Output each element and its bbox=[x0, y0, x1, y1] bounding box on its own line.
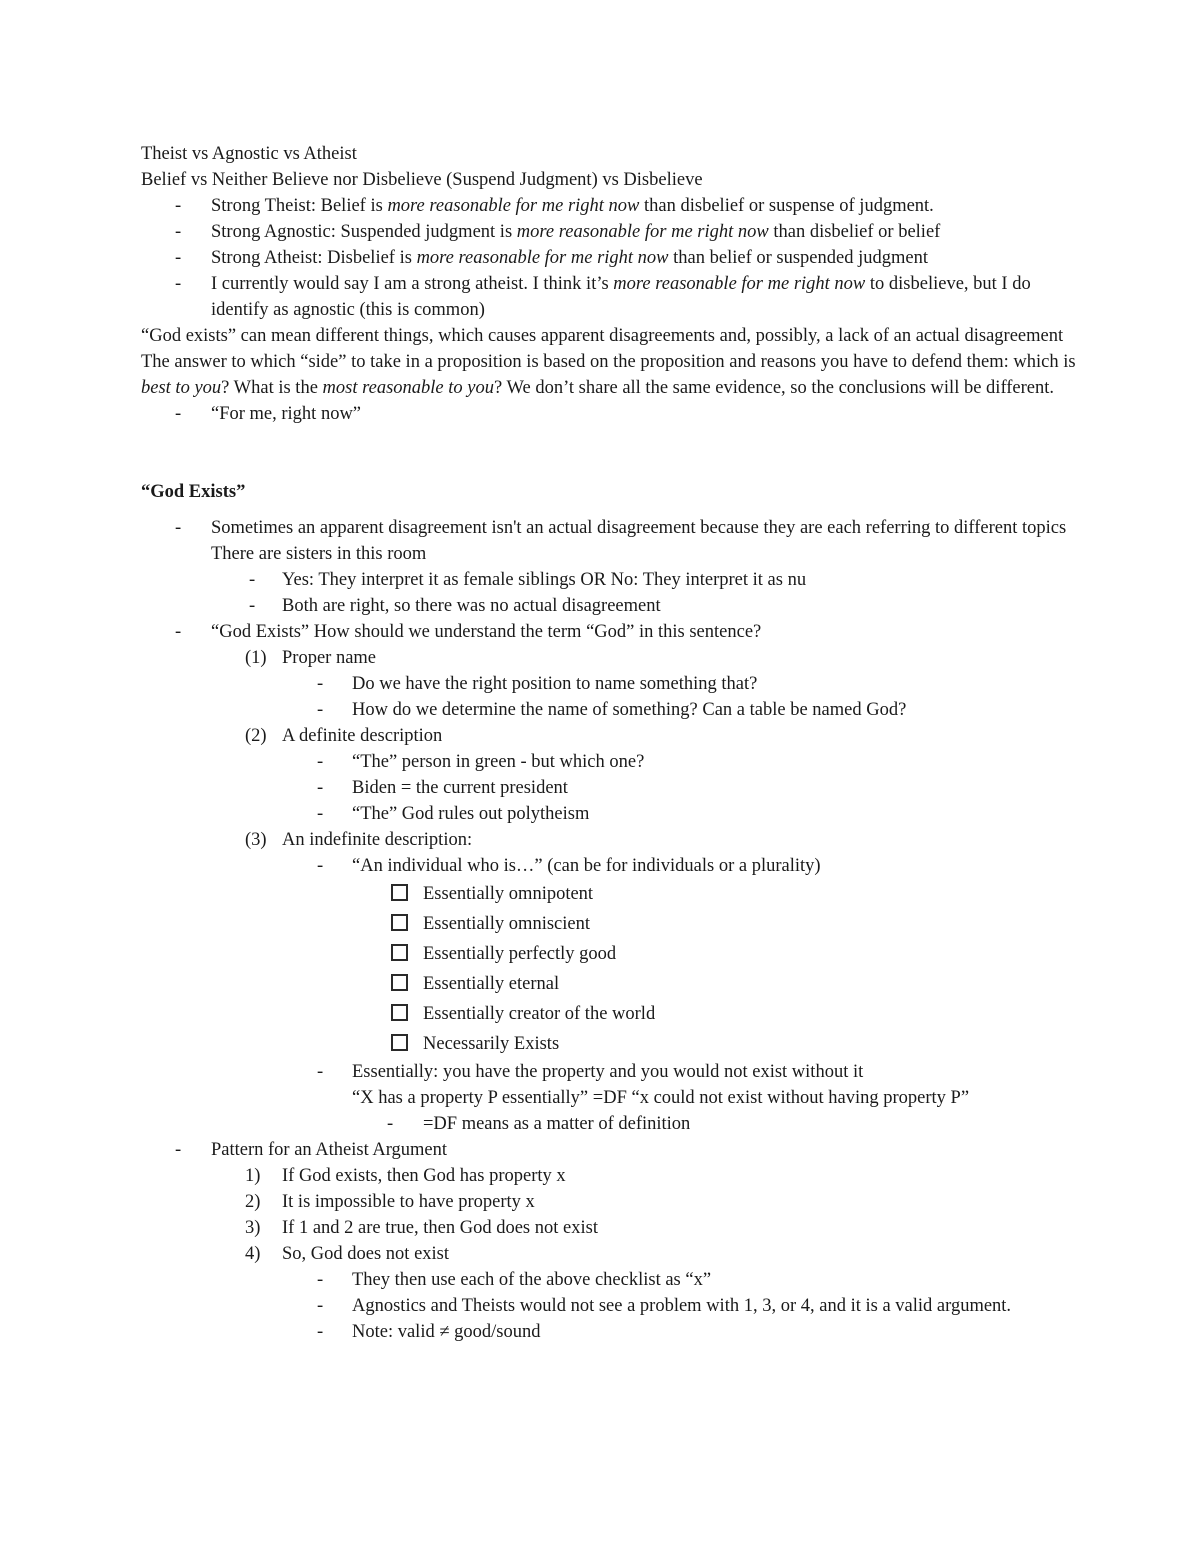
bullet-strong-atheist bbox=[141, 245, 1080, 271]
bullet-dash: - bbox=[175, 404, 182, 424]
checklist-label: Necessarily Exists bbox=[423, 1034, 560, 1054]
bullet-text: =DF means as a matter of definition bbox=[423, 1114, 691, 1134]
bullet-dash: - bbox=[317, 1270, 324, 1290]
sub-bullet bbox=[141, 749, 1080, 775]
bullet-text: They then use each of the above checklist as “x” bbox=[352, 1270, 712, 1290]
bullet-strong-theist bbox=[141, 193, 1080, 219]
bullet-dash: - bbox=[249, 596, 256, 616]
checkbox-icon[interactable] bbox=[391, 974, 408, 991]
sub-bullet bbox=[141, 697, 1080, 723]
bullet-text: Note: valid ≠ good/sound bbox=[352, 1322, 541, 1342]
checklist-item bbox=[141, 969, 1080, 999]
bullet-dash: - bbox=[317, 752, 324, 772]
bullet-text: How do we determine the name of something? Can a table be named God? bbox=[352, 700, 907, 720]
argument-step bbox=[141, 1241, 1080, 1267]
bullet-emphasis: more reasonable for me right now bbox=[387, 196, 640, 216]
bullet-text: Agnostics and Theists would not see a problem with 1, 3, or 4, and it is a valid argument. bbox=[352, 1296, 1012, 1316]
section-heading: “God Exists” bbox=[141, 482, 246, 502]
bullet-emphasis: more reasonable for me right now bbox=[613, 274, 866, 294]
sub-bullet-df bbox=[141, 1111, 1080, 1137]
paragraph-text: ? What is the bbox=[221, 378, 323, 398]
bullet-dash: - bbox=[175, 274, 182, 294]
bullet-dash: - bbox=[175, 196, 182, 216]
bullet-emphasis: more reasonable for me right now bbox=[416, 248, 669, 268]
option-number: (3) bbox=[245, 830, 267, 850]
checklist-item bbox=[141, 939, 1080, 969]
spacer bbox=[141, 427, 1080, 453]
sub-bullet bbox=[141, 1267, 1080, 1293]
sub-bullet bbox=[141, 775, 1080, 801]
bullet-text: Strong Theist: Belief is bbox=[211, 196, 388, 216]
bullet-text: I currently would say I am a strong atheist. I think it’s bbox=[211, 274, 614, 294]
bullet-dash: - bbox=[317, 778, 324, 798]
sub-bullet bbox=[141, 853, 1080, 879]
bullet-text: Yes: They interpret it as female siblings OR No: They interpret it as nu bbox=[282, 570, 807, 590]
bullet-dash: - bbox=[317, 1062, 324, 1082]
step-text: If 1 and 2 are true, then God does not exist bbox=[282, 1218, 598, 1238]
bullet-dash: - bbox=[387, 1114, 394, 1134]
sub-bullet bbox=[141, 1319, 1080, 1345]
argument-step bbox=[141, 1189, 1080, 1215]
bullet-text: “The” God rules out polytheism bbox=[352, 804, 590, 824]
paragraph-god-exists: “God exists” can mean different things, which causes apparent disagreements and, possibly, a lack of an actual disagreement bbox=[141, 326, 1064, 346]
checkbox-icon[interactable] bbox=[391, 1034, 408, 1051]
step-text: So, God does not exist bbox=[282, 1244, 450, 1264]
bullet-dash: - bbox=[317, 856, 324, 876]
bullet-text: than disbelief or belief bbox=[768, 222, 941, 242]
bullet-dash: - bbox=[175, 222, 182, 242]
option-indefinite-description bbox=[141, 827, 1080, 853]
doc-title: Theist vs Agnostic vs Atheist bbox=[141, 144, 357, 164]
bullet-dash: - bbox=[317, 700, 324, 720]
sub-bullet-essentially bbox=[141, 1059, 1080, 1085]
checklist-label: Essentially omnipotent bbox=[423, 884, 594, 904]
bullet-text: “God Exists” How should we understand the term “God” in this sentence? bbox=[211, 622, 762, 642]
checkbox-icon[interactable] bbox=[391, 884, 408, 901]
option-definite-description bbox=[141, 723, 1080, 749]
bullet-understand bbox=[141, 619, 1080, 645]
bullet-text: Biden = the current president bbox=[352, 778, 568, 798]
bullet-text: than belief or suspended judgment bbox=[668, 248, 928, 268]
checklist-label: Essentially creator of the world bbox=[423, 1004, 656, 1024]
step-text: If God exists, then God has property x bbox=[282, 1166, 566, 1186]
bullet-dash: - bbox=[249, 570, 256, 590]
paragraph-text: The answer to which “side” to take in a proposition is based on the proposition and reasons you have to defend them: which is bbox=[141, 352, 1076, 372]
bullet-text: Pattern for an Atheist Argument bbox=[211, 1140, 448, 1160]
option-number: (2) bbox=[245, 726, 267, 746]
paragraph-answer bbox=[141, 349, 1080, 401]
bullet-text: “For me, right now” bbox=[211, 404, 362, 424]
bullet-text: “The” person in green - but which one? bbox=[352, 752, 645, 772]
step-number: 2) bbox=[245, 1192, 261, 1212]
doc-subtitle: Belief vs Neither Believe nor Disbelieve (Suspend Judgment) vs Disbelieve bbox=[141, 170, 703, 190]
bullet-dash: - bbox=[317, 1296, 324, 1316]
step-number: 3) bbox=[245, 1218, 261, 1238]
argument-step bbox=[141, 1215, 1080, 1241]
bullet-text: Both are right, so there was no actual disagreement bbox=[282, 596, 661, 616]
option-label: A definite description bbox=[282, 726, 443, 746]
checklist-item bbox=[141, 1029, 1080, 1059]
bullet-text: to disbelieve, but I do identify as agnostic (this is common) bbox=[211, 274, 1031, 320]
bullet-dash: - bbox=[175, 622, 182, 642]
bullet-strong-agnostic bbox=[141, 219, 1080, 245]
checkbox-icon[interactable] bbox=[391, 944, 408, 961]
sisters-example: There are sisters in this room bbox=[211, 544, 427, 564]
paragraph-emphasis: best to you bbox=[141, 378, 222, 398]
sub-bullet bbox=[141, 671, 1080, 697]
checkbox-icon[interactable] bbox=[391, 1004, 408, 1021]
bullet-text: Strong Agnostic: Suspended judgment is bbox=[211, 222, 517, 242]
bullet-text: Strong Atheist: Disbelief is bbox=[211, 248, 417, 268]
bullet-dash: - bbox=[175, 518, 182, 538]
step-text: It is impossible to have property x bbox=[282, 1192, 535, 1212]
checklist-item bbox=[141, 909, 1080, 939]
bullet-text: than disbelief or suspense of judgment. bbox=[639, 196, 934, 216]
checklist-label: Essentially eternal bbox=[423, 974, 560, 994]
paragraph-emphasis: most reasonable to you bbox=[322, 378, 494, 398]
bullet-emphasis: more reasonable for me right now bbox=[516, 222, 769, 242]
checklist-item bbox=[141, 879, 1080, 909]
bullet-dash: - bbox=[175, 248, 182, 268]
option-label: Proper name bbox=[282, 648, 377, 668]
step-number: 4) bbox=[245, 1244, 261, 1264]
bullet-dash: - bbox=[175, 1140, 182, 1160]
paragraph-text: ? We don’t share all the same evidence, so the conclusions will be different. bbox=[494, 378, 1055, 398]
bullet-currently bbox=[141, 271, 1080, 323]
option-label: An indefinite description: bbox=[282, 830, 473, 850]
bullet-pattern bbox=[141, 1137, 1080, 1163]
sub-bullet bbox=[141, 593, 1080, 619]
bullet-text: “An individual who is…” (can be for individuals or a plurality) bbox=[352, 856, 821, 876]
sub-bullet bbox=[141, 567, 1080, 593]
bullet-apparent bbox=[141, 515, 1080, 541]
sub-bullet bbox=[141, 801, 1080, 827]
definition-line: “X has a property P essentially” =DF “x could not exist without having property P” bbox=[352, 1088, 970, 1108]
bullet-text: Essentially: you have the property and you would not exist without it bbox=[352, 1062, 864, 1082]
sub-bullet bbox=[141, 1293, 1080, 1319]
bullet-dash: - bbox=[317, 1322, 324, 1342]
bullet-text: Do we have the right position to name something that? bbox=[352, 674, 758, 694]
bullet-for-me bbox=[141, 401, 1080, 427]
option-proper-name bbox=[141, 645, 1080, 671]
step-number: 1) bbox=[245, 1166, 261, 1186]
bullet-dash: - bbox=[317, 804, 324, 824]
checklist-label: Essentially perfectly good bbox=[423, 944, 617, 964]
checkbox-icon[interactable] bbox=[391, 914, 408, 931]
option-number: (1) bbox=[245, 648, 267, 668]
bullet-text: Sometimes an apparent disagreement isn't an actual disagreement because they are each referring to different topics bbox=[211, 518, 1067, 538]
argument-step bbox=[141, 1163, 1080, 1189]
bullet-dash: - bbox=[317, 674, 324, 694]
checklist-item bbox=[141, 999, 1080, 1029]
checklist-label: Essentially omniscient bbox=[423, 914, 590, 934]
